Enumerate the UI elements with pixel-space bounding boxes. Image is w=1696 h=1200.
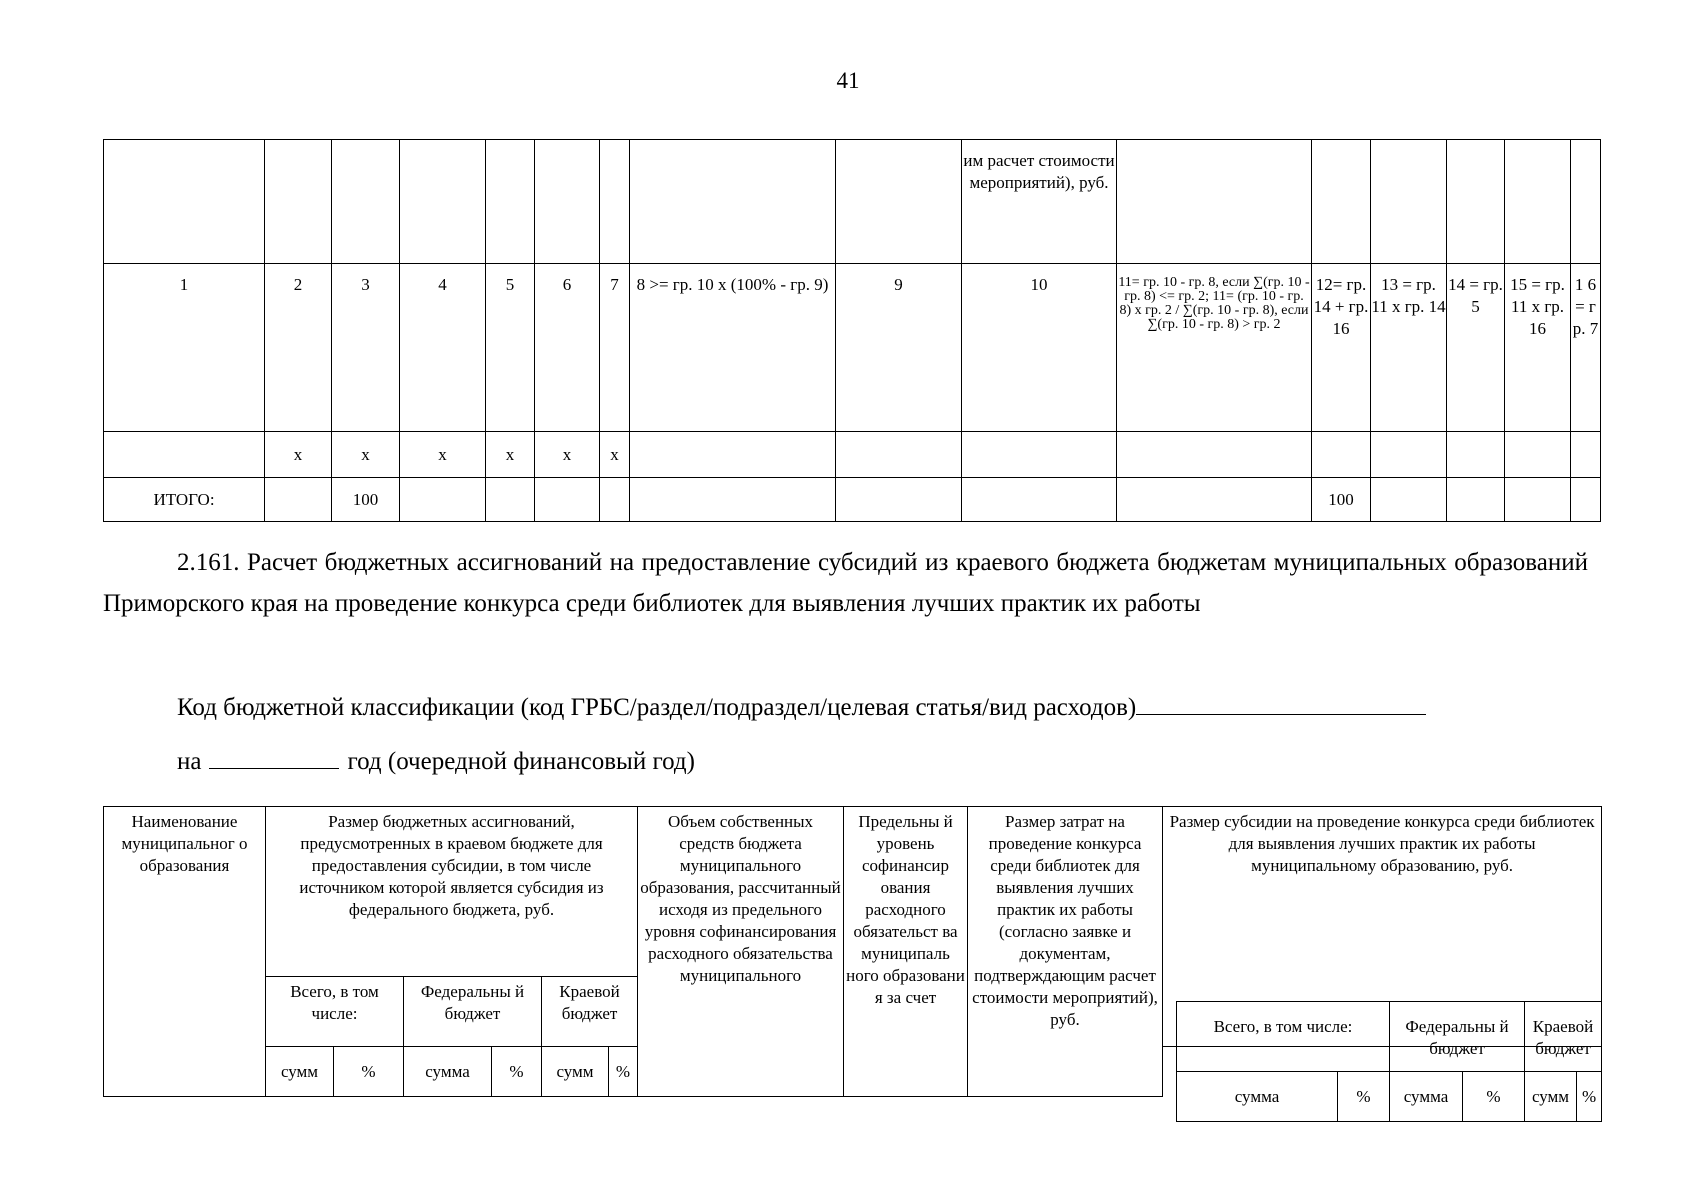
table-cell: 9	[836, 264, 962, 432]
table-cell: 14 = гр. 5	[1447, 264, 1505, 432]
subheader-regional: Краевой бюджет	[542, 977, 638, 1047]
table-cell: 10	[962, 264, 1117, 432]
table-row	[104, 140, 1601, 264]
subheader-total: Всего, в том числе:	[266, 977, 404, 1047]
subheader-pct: %	[334, 1047, 404, 1097]
subheader-sum: сумма	[404, 1047, 492, 1097]
subheader-total: Всего, в том числе:	[1177, 1002, 1390, 1072]
table-cell: 15 = гр. 11 х гр. 16	[1505, 264, 1571, 432]
subheader-pct: %	[1338, 1072, 1390, 1122]
subsidy-subheaders	[1176, 1001, 1602, 1122]
formula-cell: 11= гр. 10 - гр. 8, если ∑(гр. 10 - гр. 8) <= гр. 2; 11= (гр. 10 - гр. 8) х гр. 2 / ∑(гр. 10 - гр. 8), если ∑(гр. 10 - гр. 8) > гр. 2	[1117, 264, 1312, 432]
subheader-federal: Федеральны й бюджет	[404, 977, 542, 1047]
col-header-budget-alloc: Размер бюджетных ассигнований, предусмотренных в краевом бюджете для предоставления субсидии, в том числе источником которой является субсидия из федерального бюджета, руб.	[266, 807, 638, 977]
table-cell: х	[400, 432, 486, 478]
page-number: 41	[836, 68, 860, 93]
table-cell: х	[535, 432, 600, 478]
col-header-subsidy: Размер субсидии на проведение конкурса среди библиотек для выявления лучших практик их работы муниципальному образованию, руб.	[1163, 807, 1602, 1047]
year-blank[interactable]	[209, 748, 339, 769]
kbk-blank[interactable]	[1136, 692, 1426, 715]
subheader-sum: сумма	[1177, 1072, 1338, 1122]
subheader-pct: %	[1463, 1072, 1525, 1122]
table-row	[104, 432, 1601, 478]
continuation-table	[103, 139, 1601, 522]
col-header-name: Наименование муниципальног о образования	[104, 807, 266, 1097]
table-cell: 1 6 = г р. 7	[1571, 264, 1601, 432]
table-cell: 7	[600, 264, 630, 432]
table-cell: х	[486, 432, 535, 478]
table-cell: х	[332, 432, 400, 478]
subheader-regional: Краевой бюджет	[1525, 1002, 1602, 1072]
subheader-pct: %	[1577, 1072, 1602, 1122]
paragraph-text: 2.161. Расчет бюджетных ассигнований на предоставление субсидий из краевого бюджета бюджетам муниципальных образований Приморского края на проведение конкурса среди библиотек для выявления лучших практик их работы	[103, 549, 1588, 617]
table-row	[104, 807, 1602, 977]
table-row	[104, 264, 1601, 432]
table-cell: х	[265, 432, 332, 478]
table-cell: 1	[104, 264, 265, 432]
table-cell: 6	[535, 264, 600, 432]
year-prefix: на	[177, 748, 202, 775]
total-row	[104, 478, 1601, 522]
col-header-own-funds: Объем собственных средств бюджета муниципального образования, рассчитанный исходя из предельного уровня софинансирования расходного обязательства муниципального	[638, 807, 844, 1097]
table-row	[1177, 1002, 1602, 1072]
total-label: ИТОГО:	[104, 478, 265, 522]
table-cell: х	[600, 432, 630, 478]
table-cell: им расчет стоимости мероприятий), руб.	[962, 140, 1117, 264]
subheader-sum: сумм	[1525, 1072, 1577, 1122]
table-cell: 100	[1312, 478, 1371, 522]
table-cell: 2	[265, 264, 332, 432]
subheader-pct: %	[609, 1047, 638, 1097]
table-cell: 4	[400, 264, 486, 432]
col-header-limit-level: Предельны й уровень софинансир ования расходного обязательст ва муниципаль ного образовани я за счет	[844, 807, 968, 1097]
table-cell: 8 >= гр. 10 х (100% - гр. 9)	[630, 264, 836, 432]
subheader-sum: сумма	[1390, 1072, 1463, 1122]
col-header-costs: Размер затрат на проведение конкурса среди библиотек для выявления лучших практик их работы (согласно заявке и документам, подтверждающим расчет стоимости мероприятий), руб.	[968, 807, 1163, 1097]
year-line	[177, 748, 695, 776]
kbk-label: Код бюджетной классификации (код ГРБС/раздел/подраздел/целевая статья/вид расходов)	[177, 694, 1137, 721]
section-paragraph	[103, 542, 1588, 624]
kbk-line	[177, 692, 1426, 722]
subheader-sum: сумм	[266, 1047, 334, 1097]
subheader-pct: %	[492, 1047, 542, 1097]
table-cell: 13 = гр. 11 х гр. 14	[1371, 264, 1447, 432]
table-cell: 12= гр. 14 + гр. 16	[1312, 264, 1371, 432]
table-cell: 5	[486, 264, 535, 432]
subheader-sum: сумм	[542, 1047, 609, 1097]
table-cell: 3	[332, 264, 400, 432]
year-suffix: год (очередной финансовый год)	[347, 748, 695, 775]
table-row	[1177, 1072, 1602, 1122]
table-cell: 100	[332, 478, 400, 522]
subheader-federal: Федеральны й бюджет	[1390, 1002, 1525, 1072]
